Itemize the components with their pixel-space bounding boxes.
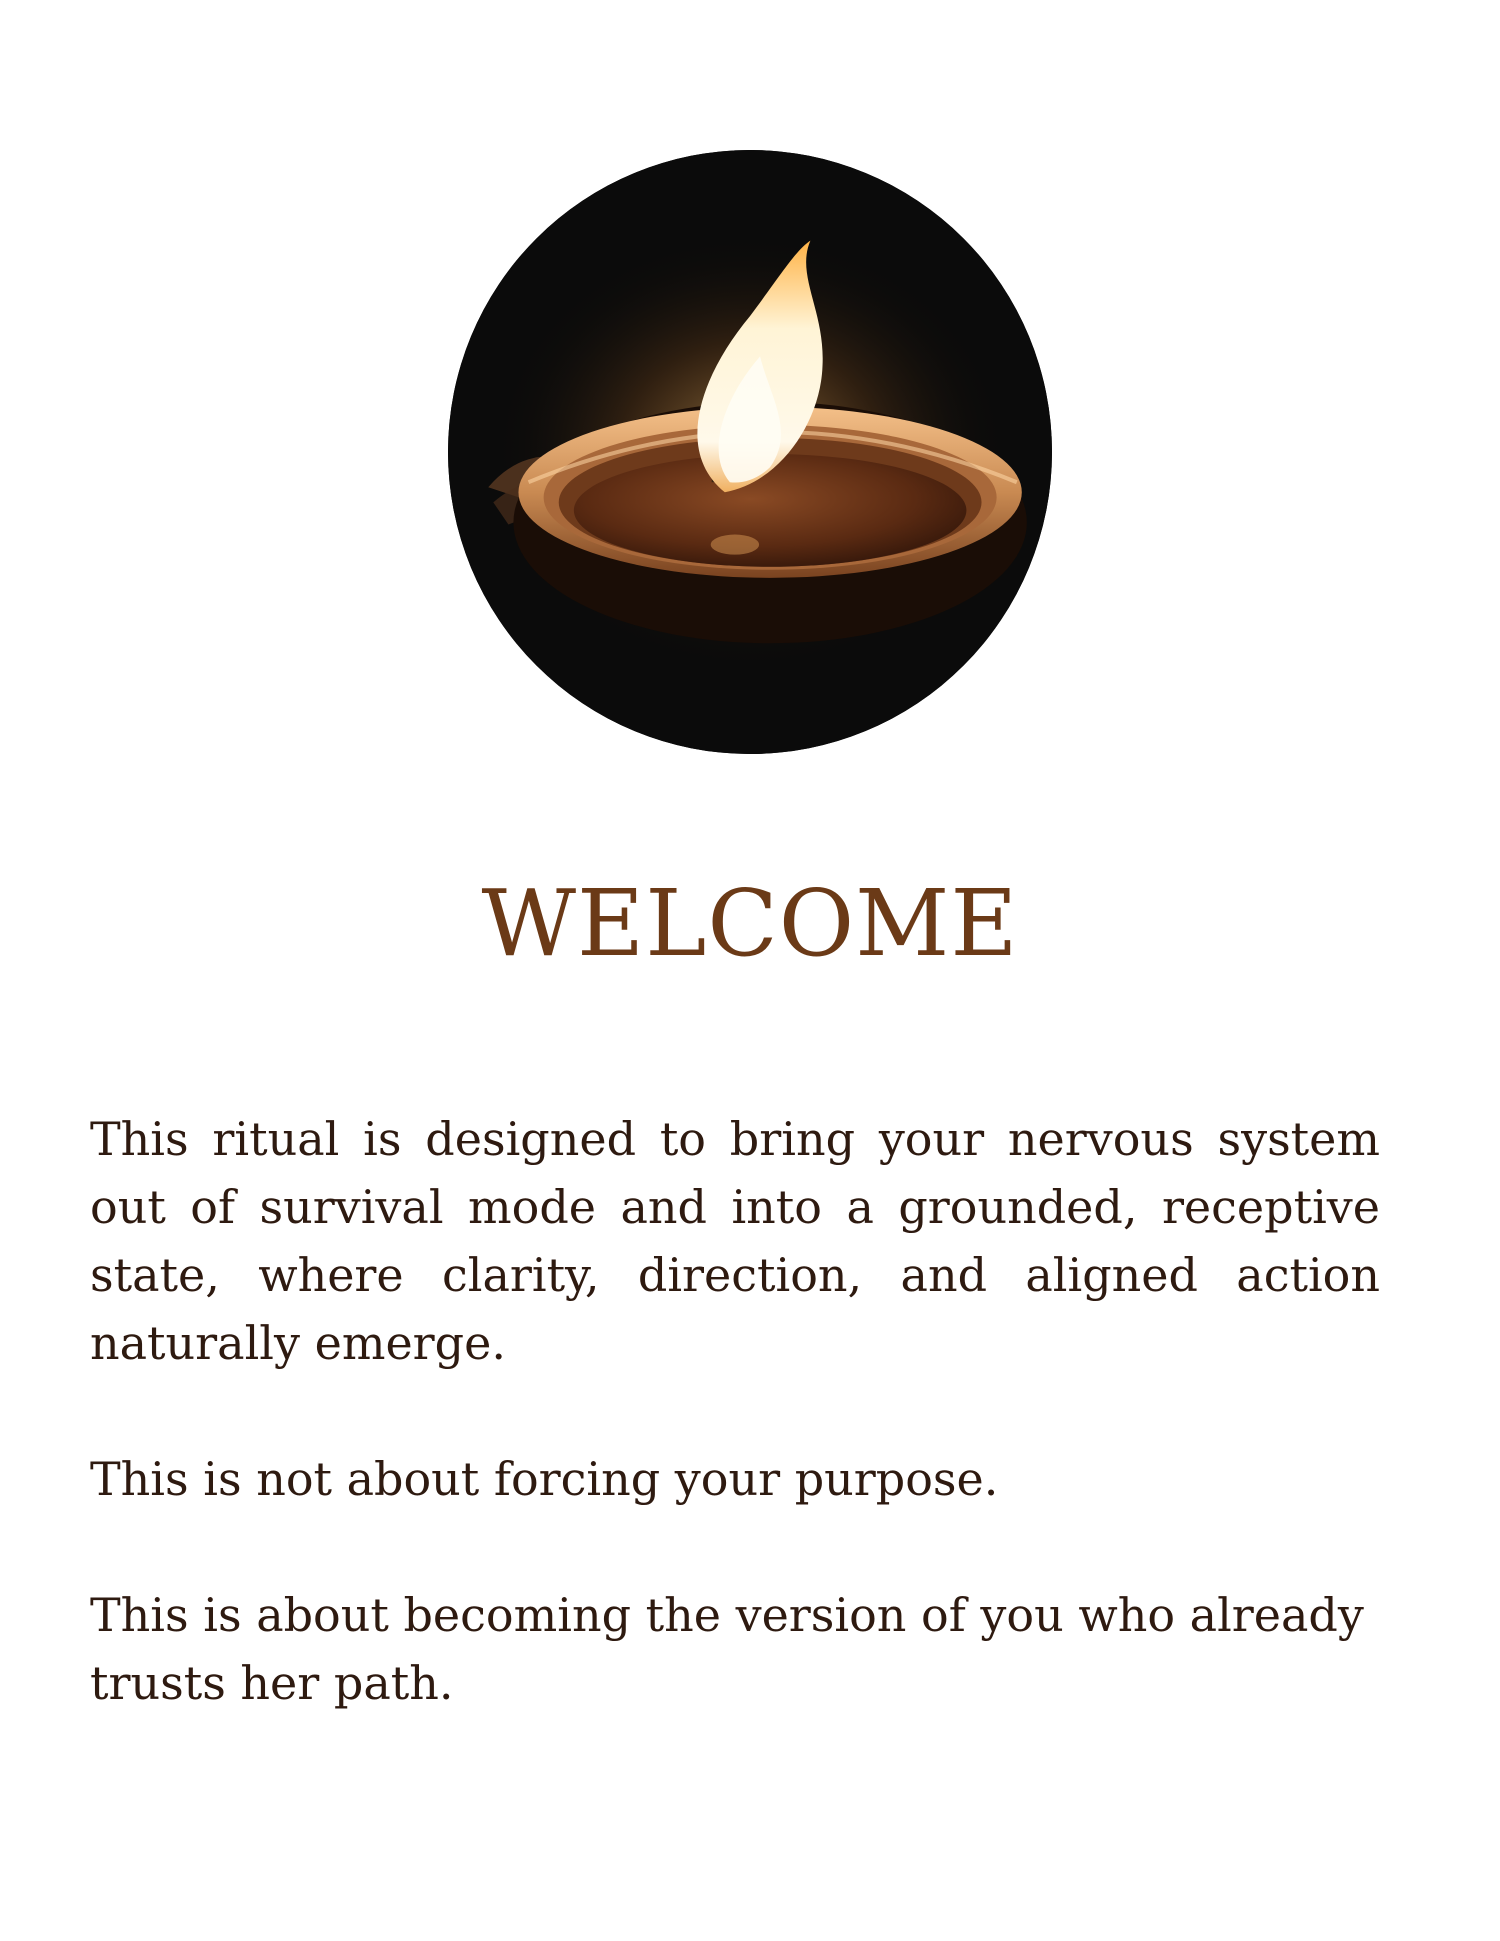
purpose-paragraph: This is not about forcing your purpose.	[90, 1452, 999, 1506]
page-title: WELCOME	[481, 870, 1019, 977]
trust-paragraph: This is about becoming the version of you who already trusts her path.	[90, 1588, 1364, 1710]
candle-flame-illustration	[448, 150, 1052, 754]
body-text	[90, 1105, 1380, 1717]
intro-paragraph: This ritual is designed to bring your nervous system out of survival mode and into a grounded, receptive state, where clarity, direction, and aligned action naturally emerge.	[90, 1112, 1380, 1370]
candle-flame-image	[448, 150, 1052, 754]
